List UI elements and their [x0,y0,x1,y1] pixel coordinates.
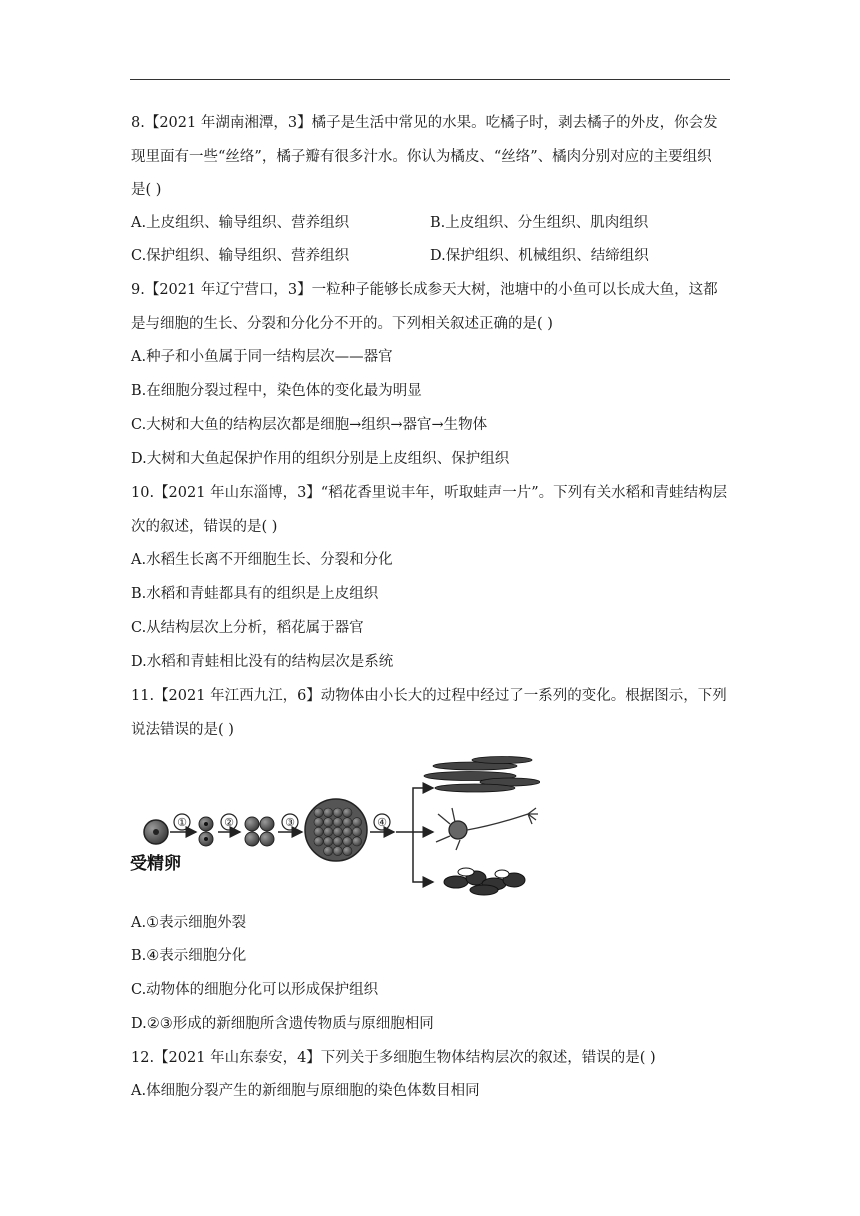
question-text-line: 现里面有一些“丝络”，橘子瓣有很多汁水。你认为橘皮、“丝络”、橘肉分别对应的主要组织 [131,149,712,165]
option-a: A.体细胞分裂产生的新细胞与原细胞的染色体数目相同 [131,1083,480,1099]
svg-text:②: ② [224,816,234,829]
step-2-marker [221,814,237,830]
question-text-line: 10.【2021 年山东淄博，3】“稻花香里说丰年，听取蛙声一片”。下列有关水稻和青蛙结构层 [131,485,728,501]
question-text-line: 是( ) [131,182,162,198]
svg-text:④: ④ [377,816,387,829]
question-text-line: 9.【2021 年辽宁营口，3】一粒种子能够长成参天大树，池塘中的小鱼可以长成大鱼，这都 [131,282,718,298]
question-text-line: 11.【2021 年江西九江，6】动物体由小长大的过程中经过了一系列的变化。根据图示，下列 [131,688,727,704]
step-1-marker [174,814,190,830]
option-b: B.上皮组织、分生组织、肌肉组织 [430,215,649,231]
option-b: B.在细胞分裂过程中，染色体的变化最为明显 [131,383,422,399]
branch-arrows [396,788,433,882]
question-text-line: 说法错误的是( ) [131,722,234,738]
option-c: C.保护组织、输导组织、营养组织 [131,248,350,264]
option-c: C.大树和大鱼的结构层次都是细胞→组织→器官→生物体 [131,417,488,433]
question-text-line: 是与细胞的生长、分裂和分化分不开的。下列相关叙述正确的是( ) [131,316,553,332]
zygote-cell [144,820,168,844]
cell-mass [305,799,367,861]
option-a: A.①表示细胞外裂 [131,915,247,931]
cell-division-diagram [130,752,540,900]
svg-text:③: ③ [285,816,295,829]
svg-text:①: ① [177,816,187,829]
option-d: D.水稻和青蛙相比没有的结构层次是系统 [131,654,394,670]
step-4-marker [374,814,390,830]
header-rule [130,79,730,80]
option-a: A.上皮组织、输导组织、营养组织 [131,215,350,231]
question-text-line: 12.【2021 年山东泰安，4】下列关于多细胞生物体结构层次的叙述，错误的是( ) [131,1050,656,1066]
option-c: C.动物体的细胞分化可以形成保护组织 [131,982,379,998]
nerve-cell [436,808,538,850]
four-cell-stage [245,817,274,846]
blood-tissue [444,868,525,895]
question-text-line: 8.【2021 年湖南湘潭，3】橘子是生活中常见的水果。吃橘子时，剥去橘子的外皮，你会发 [131,115,718,131]
two-cell-stage [199,817,213,846]
option-a: A.水稻生长离不开细胞生长、分裂和分化 [131,552,393,568]
zygote-label: 受精卵 [130,854,181,874]
option-d: D.大树和大鱼起保护作用的组织分别是上皮组织、保护组织 [131,451,510,467]
option-b: B.④表示细胞分化 [131,948,247,964]
question-text-line: 次的叙述，错误的是( ) [131,519,278,535]
option-d: D.保护组织、机械组织、结缔组织 [430,248,649,264]
option-d: D.②③形成的新细胞所含遗传物质与原细胞相同 [131,1016,434,1032]
option-c: C.从结构层次上分析，稻花属于器官 [131,620,364,636]
option-b: B.水稻和青蛙都具有的组织是上皮组织 [131,586,379,602]
step-3-marker [282,814,298,830]
muscle-tissue [424,757,540,793]
option-a: A.种子和小鱼属于同一结构层次——器官 [131,349,393,365]
